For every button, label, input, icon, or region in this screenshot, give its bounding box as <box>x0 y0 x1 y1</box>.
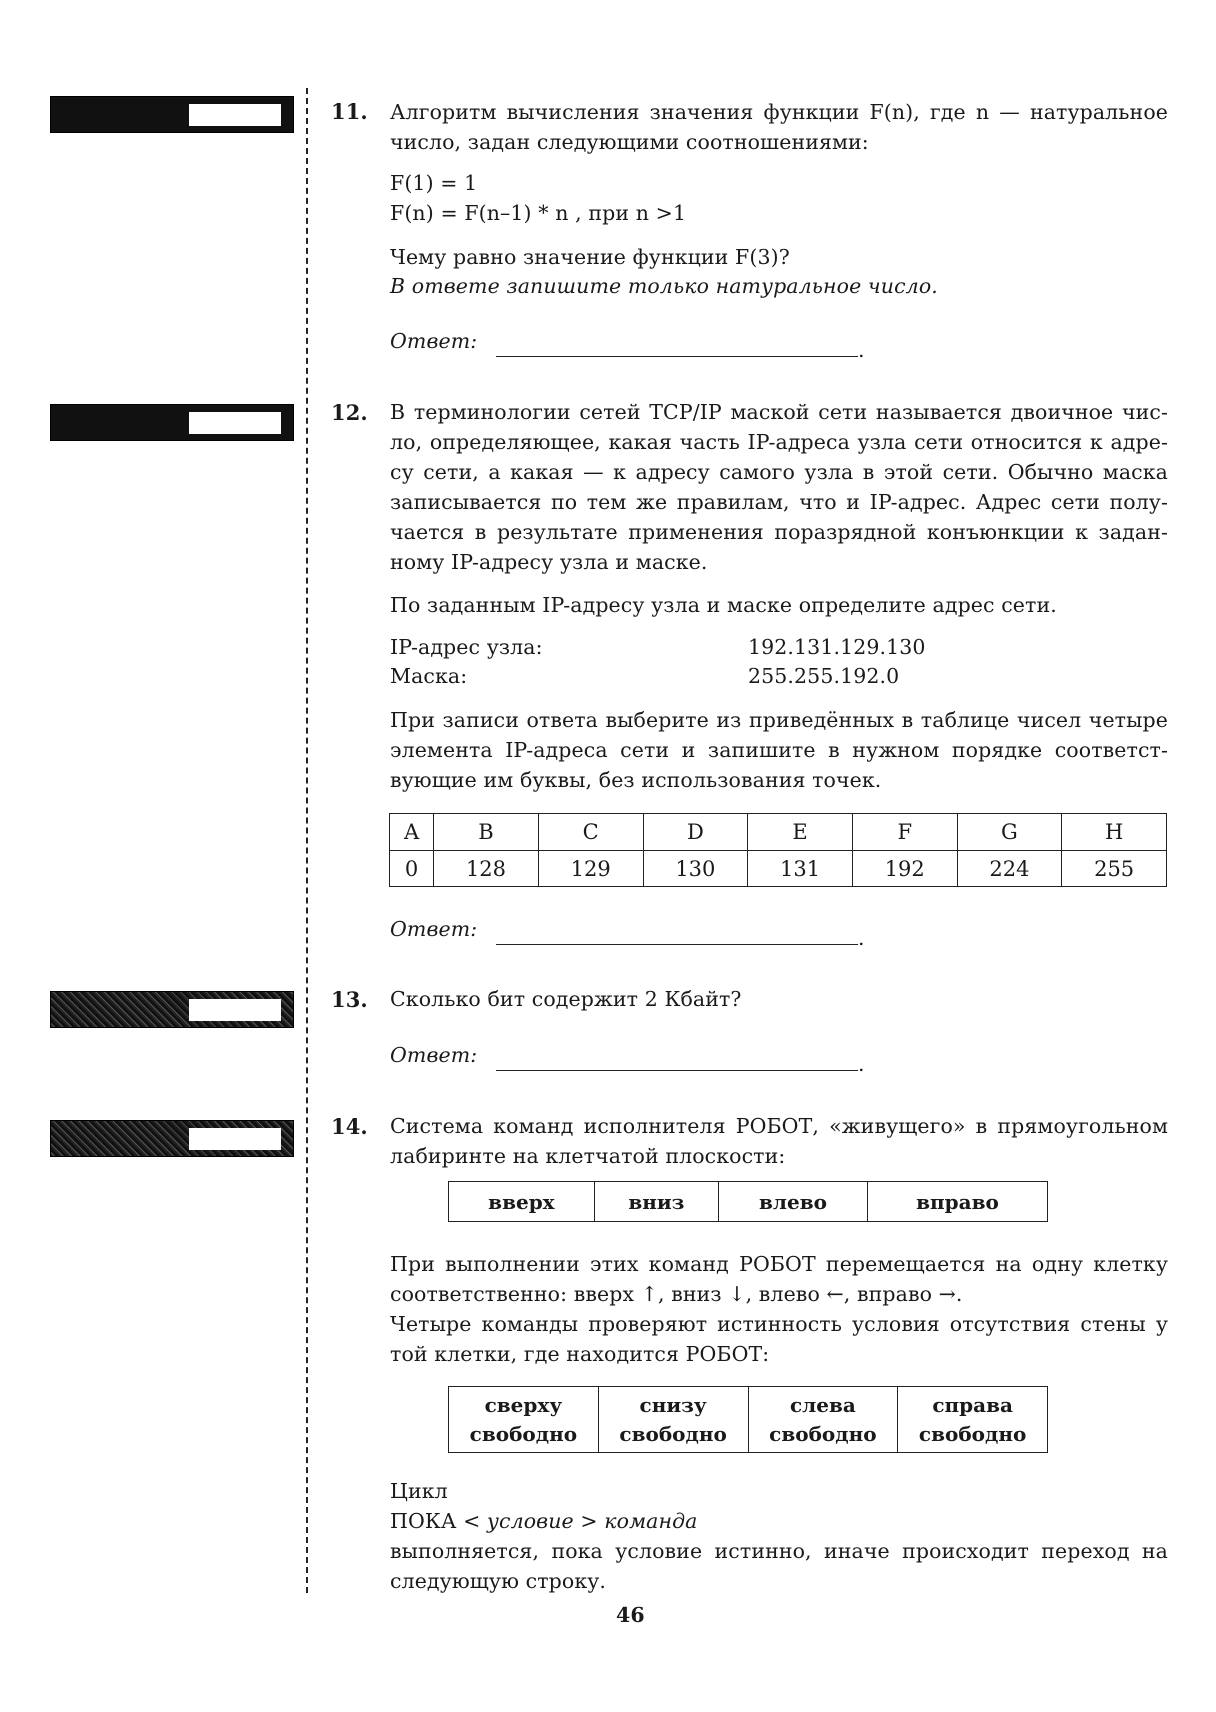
q11-instruction: В ответе запишите только натуральное число. <box>390 274 938 298</box>
q12-options-table <box>389 813 1167 887</box>
q12-letter-cell: A <box>390 814 434 851</box>
q12-text-line-5: чается в результате применения поразрядной конъюнкции к задан- <box>390 520 1168 544</box>
q14-number: 14. <box>331 1114 368 1139</box>
q12-value-cell: 192 <box>852 851 957 887</box>
condition-word: справа <box>932 1392 1013 1417</box>
q14-move-line-1: При выполнении этих команд РОБОТ перемещается на одну клетку <box>390 1252 1168 1276</box>
answer-box-13-field <box>189 999 281 1021</box>
answer-box-12-field <box>189 412 281 434</box>
q12-text-line-4: записывается по тем же правилам, что и IP-адрес. Адрес сети полу- <box>390 490 1168 514</box>
loop-keyword: ПОКА <box>390 1509 457 1533</box>
q12-instr-line-2: элемента IP-адреса сети и запишите в нужном порядке соответст- <box>390 738 1168 762</box>
condition-bottom-free <box>598 1387 748 1453</box>
q12-number: 12. <box>331 400 368 425</box>
margin-cut-line <box>306 88 308 1593</box>
q14-loop-label: Цикл <box>390 1479 448 1503</box>
q12-letters-row <box>390 814 1167 851</box>
q12-text-line-3: су сети, а какая — к адресу самого узла в этой сети. Обычно маска <box>390 460 1168 484</box>
q12-value-cell: 131 <box>748 851 853 887</box>
command-left: влево <box>718 1182 867 1222</box>
q12-letter-cell: F <box>852 814 957 851</box>
q11-answer-field[interactable]: . <box>496 334 865 366</box>
q11-number: 11. <box>331 99 368 124</box>
q12-instr-line-3: вующие им буквы, без использования точек. <box>390 768 882 792</box>
q12-letter-cell: B <box>434 814 539 851</box>
q12-text-line-1: В терминологии сетей TCP/IP маской сети называется двоичное чис- <box>390 400 1168 424</box>
q14-loop-desc-1: выполняется, пока условие истинно, иначе происходит переход на <box>390 1539 1168 1563</box>
q13-answer-field[interactable]: . <box>496 1048 865 1080</box>
q12-letter-cell: E <box>748 814 853 851</box>
answer-box-14-field <box>189 1128 281 1150</box>
loop-gt: > <box>580 1509 598 1533</box>
command-right: вправо <box>867 1182 1047 1222</box>
q11-formula-fn: F(n) = F(n–1) * n , при n >1 <box>390 201 687 225</box>
q12-value-cell: 129 <box>538 851 643 887</box>
q12-value-cell: 130 <box>643 851 748 887</box>
q11-answer-label: Ответ: <box>390 329 478 353</box>
q13-number: 13. <box>331 987 368 1012</box>
q14-commands-table <box>448 1181 1048 1222</box>
q12-value-cell: 128 <box>434 851 539 887</box>
loop-condition: условие <box>487 1509 574 1533</box>
answer-box-14 <box>50 1120 294 1157</box>
condition-free-word: свободно <box>469 1421 578 1446</box>
q12-values-row <box>390 851 1167 887</box>
q11-line1: Алгоритм вычисления значения функции F(n), где n — натуральное <box>390 100 1168 124</box>
q12-letter-cell: C <box>538 814 643 851</box>
q12-instr-line-1: При записи ответа выберите из приведённых в таблице чисел четыре <box>390 708 1168 732</box>
q14-move-line-4: той клетки, где находится РОБОТ: <box>390 1342 770 1366</box>
answer-box-12 <box>50 404 294 441</box>
answer-box-13 <box>50 991 294 1028</box>
condition-free-word: свободно <box>769 1421 877 1446</box>
q12-value-cell: 0 <box>390 851 434 887</box>
q12-value-cell: 224 <box>957 851 1062 887</box>
q11-line2: число, задан следующими соотношениями: <box>390 130 869 154</box>
q14-loop-desc-2: следующую строку. <box>390 1569 607 1593</box>
q12-mask-value: 255.255.192.0 <box>748 664 900 688</box>
q12-text-line-6: ному IP-адресу узла и маске. <box>390 550 708 574</box>
q14-conditions-table <box>448 1386 1048 1453</box>
condition-word: слева <box>789 1392 856 1417</box>
q13-question: Сколько бит содержит 2 Кбайт? <box>390 987 742 1011</box>
q12-answer-field[interactable]: . <box>496 922 865 954</box>
q12-letter-cell: H <box>1062 814 1167 851</box>
command-down: вниз <box>594 1182 718 1222</box>
q12-value-cell: 255 <box>1062 851 1167 887</box>
condition-top-free <box>449 1387 599 1453</box>
q14-loop-syntax <box>390 1507 698 1537</box>
condition-left-free <box>748 1387 898 1453</box>
answer-box-11 <box>50 96 294 133</box>
q13-answer-label: Ответ: <box>390 1043 478 1067</box>
q14-line2: лабиринте на клетчатой плоскости: <box>390 1144 786 1168</box>
loop-command: команда <box>604 1509 698 1533</box>
q12-letter-cell: D <box>643 814 748 851</box>
q11-formula-f1: F(1) = 1 <box>390 171 478 195</box>
q12-ip-value: 192.131.129.130 <box>748 635 926 659</box>
q12-mask-label: Маска: <box>390 664 468 688</box>
condition-free-word: свободно <box>918 1421 1027 1446</box>
q12-task: По заданным IP-адресу узла и маске определите адрес сети. <box>390 593 1057 617</box>
loop-lt: < <box>463 1509 481 1533</box>
condition-word: снизу <box>639 1392 707 1417</box>
q14-line1: Система команд исполнителя РОБОТ, «живущего» в прямоугольном <box>390 1114 1168 1138</box>
q12-ip-label: IP-адрес узла: <box>390 635 543 659</box>
condition-word: сверху <box>484 1392 563 1417</box>
condition-right-free <box>898 1387 1048 1453</box>
q12-answer-label: Ответ: <box>390 917 478 941</box>
command-up: вверх <box>449 1182 595 1222</box>
q14-move-line-3: Четыре команды проверяют истинность условия отсутствия стены у <box>390 1312 1168 1336</box>
page-number: 46 <box>616 1603 645 1627</box>
answer-box-11-field <box>189 104 281 126</box>
q14-move-line-2: соответственно: вверх ↑, вниз ↓, влево ←, вправо →. <box>390 1282 963 1306</box>
q12-letter-cell: G <box>957 814 1062 851</box>
condition-free-word: свободно <box>619 1421 727 1446</box>
q11-question: Чему равно значение функции F(3)? <box>390 245 790 269</box>
q12-text-line-2: ло, определяющее, какая часть IP-адреса узла сети относится к адре- <box>390 430 1168 454</box>
